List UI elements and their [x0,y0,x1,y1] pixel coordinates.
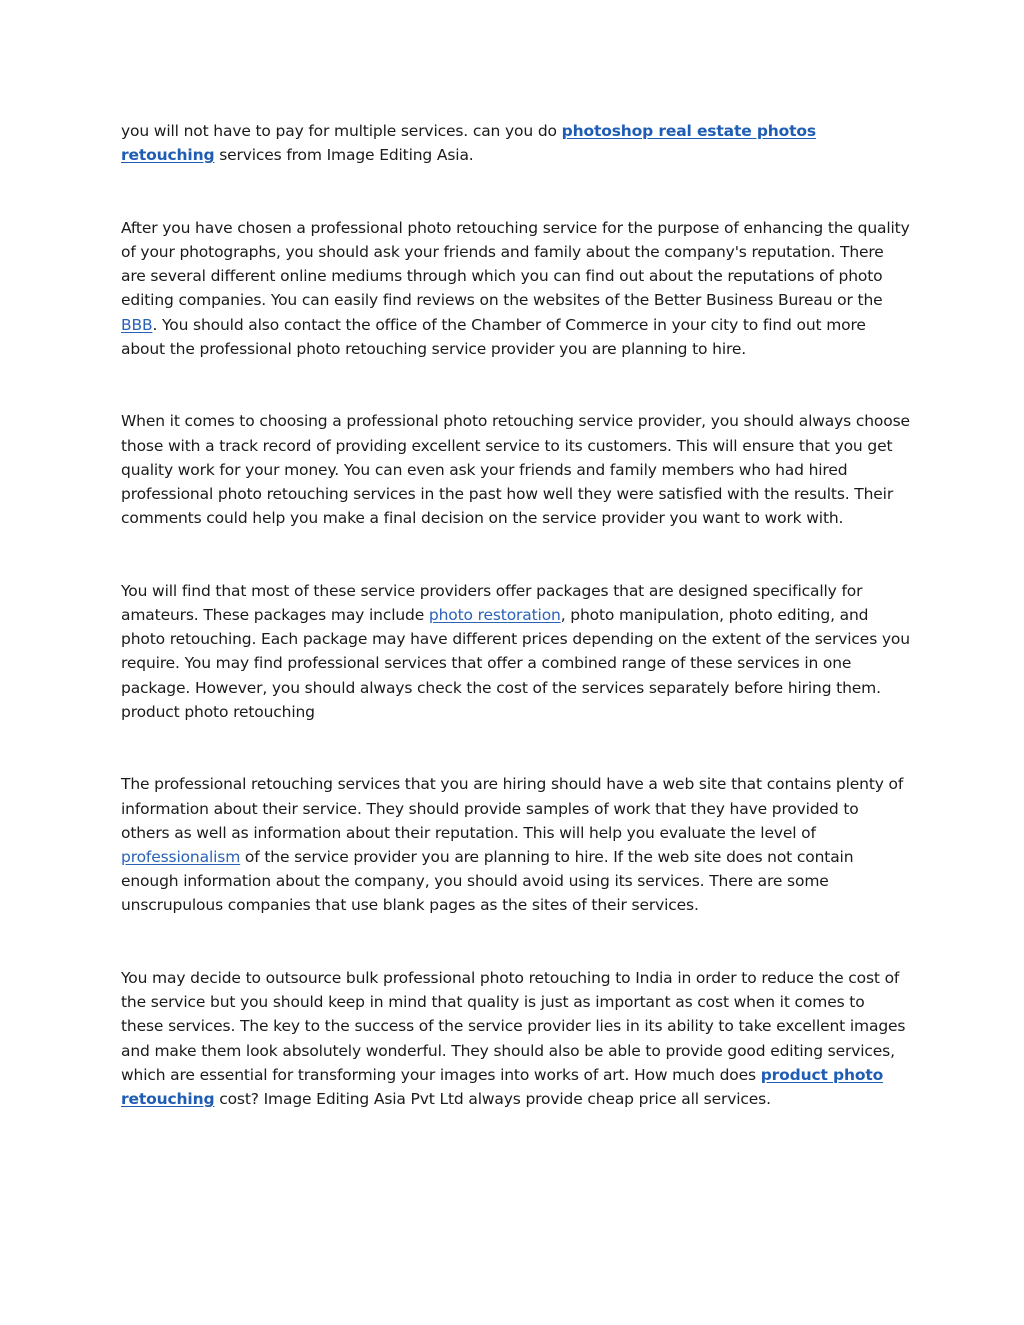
paragraph-2 [121,216,911,361]
paragraph-text: After you have chosen a professional photo retouching service for the purpose of enhancing the quality of your photographs, you should ask your friends and family about the company's reputation. There are several different online mediums through which you can find out about the reputations of photo editing companies. You can easily find reviews on the websites of the Better Business Bureau or the [121,218,910,310]
paragraph-text: You may decide to outsource bulk professional photo retouching to India in order to reduce the cost of the service but you should keep in mind that quality is just as important as cost when it comes to these services. The key to the success of the service provider lies in its ability to take excellent images and make them look absolutely wonderful. They should also be able to provide good editing services, which are essential for transforming your images into works of art. How much does [121,969,906,1084]
link-product-photo-retouching[interactable]: product photo retouching [121,1065,884,1109]
paragraph-3 [121,409,911,530]
paragraph-4 [121,579,911,724]
link-professionalism[interactable]: professionalism [121,848,241,867]
paragraph-text: of the service provider you are planning to hire. If the web site does not contain enough information about the company, you should avoid using its services. There are some unscrupulous companies that use blank pages as the sites of their services. [121,848,854,915]
paragraph-text: The professional retouching services that you are hiring should have a web site that contains plenty of information about their service. They should provide samples of work that they have provided to others as well as information about their reputation. This will help you evaluate the level of [121,775,904,842]
paragraph-text: services from Image Editing Asia. [214,146,474,165]
link-bbb[interactable]: BBB [121,315,153,334]
paragraph-1 [121,119,911,167]
paragraph-5 [121,772,911,917]
paragraph-text: , photo manipulation, photo editing, and photo retouching. Each package may have different prices depending on the extent of the services you require. You may find professional services that offer a combined range of these services in one package. However, you should always check the cost of the services separately before hiring them. product photo retouching [121,606,910,721]
link-photoshop-real-estate[interactable]: photoshop real estate photos retouching [121,122,816,165]
link-photo-restoration[interactable]: photo restoration [428,606,561,625]
paragraph-text: You will find that most of these service providers offer packages that are designed specifically for amateurs. These packages may include [121,581,863,625]
paragraph-text: When it comes to choosing a professional photo retouching service provider, you should always choose those with a track record of providing excellent service to its customers. This will ensure that you get quality work for your money. You can even ask your friends and family members who had hired professional photo retouching services in the past how well they were satisfied with the results. Their comments could help you make a final decision on the service provider you want to work with. [121,412,910,528]
paragraph-text: . You should also contact the office of the Chamber of Commerce in your city to find out more about the professional photo retouching service provider you are planning to hire. [121,315,866,358]
paragraph-text: you will not have to pay for multiple services. can you do [121,122,562,140]
document-page [121,119,911,1111]
paragraph-6 [121,966,911,1111]
paragraph-text: cost? Image Editing Asia Pvt Ltd always provide cheap price all services. [214,1090,771,1109]
